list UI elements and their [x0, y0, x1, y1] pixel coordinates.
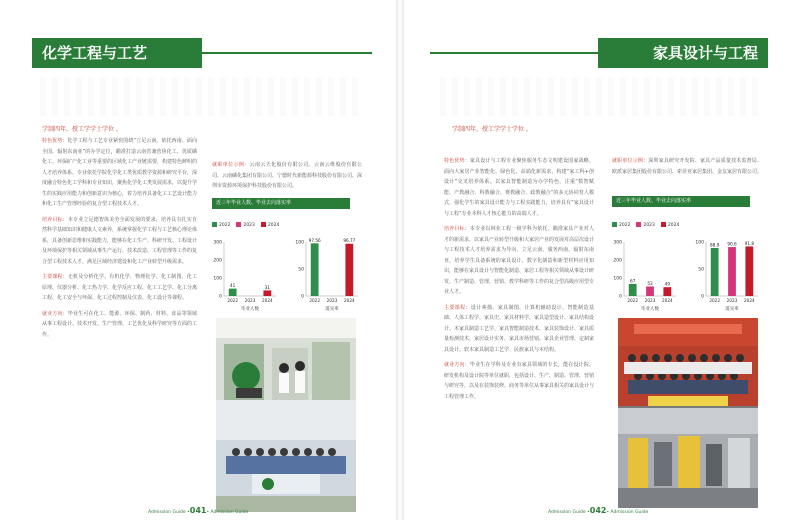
chart-title: 近三年毕业人数、毕业去向落实率	[612, 196, 750, 207]
goal-paragraph	[444, 224, 594, 298]
feature-text: 家具设计与工程专业聚焦服务生态文明建设国家战略，面向大家居产业智能化、绿色化、高端化新需求，构建“家工科+创设计”交叉培养体系。以家具智能制造为办学特色，注重“数智赋能、产教融合、科教融合、赛教融合、政教融合”的多元协同育人模式，强化学生的家具设计能力与工程实践能力，培养具有“家具设计与工程”专业本科人才核心能力的高端人才。	[444, 158, 594, 217]
goal-label: 培养目标：	[444, 226, 470, 232]
x-tick-label: 2024	[343, 298, 355, 303]
y-tick-label: 100	[295, 240, 304, 246]
bar	[663, 287, 671, 296]
jobs-text: 毕业生在学科及专业有家具领域的专长，能在设计院、研发机构及设计院等单位就职，包括设计、生产、制造、管理、营销与研究等，以及在装饰装修、商务等单位从事家具相关的家具设计与工程管理工作。	[444, 362, 595, 400]
courses-paragraph	[42, 272, 197, 304]
y-tick-label: 200	[613, 258, 622, 264]
page-number: 041	[189, 506, 207, 515]
goal-paragraph	[42, 215, 197, 268]
page-number: 042	[589, 506, 607, 515]
y-tick-label: 100	[213, 276, 222, 282]
x-tick-label: 2024	[261, 298, 273, 303]
jobs-paragraph	[444, 360, 594, 402]
page-footer: Admission Guide •041• Admission Guide	[148, 506, 249, 515]
data-label: 97.56	[308, 237, 321, 243]
page-title: 家具设计与工程	[598, 38, 768, 68]
data-label: 31	[264, 284, 271, 290]
y-tick-label: 0	[219, 294, 222, 300]
y-tick-label: 100	[695, 240, 704, 246]
jobs-text: 毕业生可在化工、能源、环保、制药、材料、食品等领域从事工程设计、技术开发、生产管理、工艺优化及科学研究等方面的工作。	[42, 310, 198, 338]
data-label: 53	[647, 280, 653, 286]
title-rule	[202, 52, 372, 54]
jobs-label: 就业方向：	[444, 362, 470, 368]
y-tick-label: 300	[613, 240, 622, 246]
x-axis-label: 落实率	[325, 307, 339, 312]
goal-text: 本专业以林业工程一级学科为依托，瞄准家具产业对人才的新需求，以家具产业转型升级和大家居产业的发展对高层次设计与工程技术人才培养需求为导向，立足云南，服务西南，辐射东南亚，培养学生具备系统的家具设计、数字化制造和新型材料应用知识，能够在家具设计与智能化制造、家居工程等相关领域从事设计研发、生产制造、管理、营销、教学科研等工作的复合型高级应用型专业人才。	[444, 226, 595, 295]
degree-subtitle: 学制四年，授工学学士学位 。	[452, 126, 532, 133]
x-tick-label: 2023	[244, 298, 256, 303]
data-label: 96.77	[343, 238, 356, 244]
jobs-label: 就业方向：	[42, 310, 68, 317]
feature-label: 特色优势：	[42, 138, 68, 144]
x-tick-label: 2022	[709, 298, 721, 303]
partners-block	[212, 160, 362, 197]
description-column	[42, 136, 197, 345]
bar	[629, 284, 637, 296]
feature-text: 化学工程与工艺专业紧密围绕“立足云南、依托西南、面向全国、辐射东南亚”的办学定位，瞄准打造云南省兼营焦化工、优质磷化工、环保矿产化工业等重要的区域化工产业链需要，构建特色鲜明的人才培养体系。专业依托学院化学化工类优质教学资源和研究平台，深度融合特色化工学科和专业知识，聚焦化学化工类发展需求，以提升学生的实践应用能力和创新意识为核心，着力培养具备化工工艺设计能力和化工生产管理经验的复合型工程技术人才。	[42, 138, 198, 207]
chart-legend	[612, 222, 679, 228]
data-label: 90.6	[727, 241, 737, 247]
decorative-pattern	[40, 78, 360, 116]
x-tick-label: 2022	[227, 298, 239, 303]
legend-2024: 2024	[261, 222, 279, 228]
bar	[311, 243, 319, 296]
x-tick-label: 2022	[309, 298, 321, 303]
y-tick-label: 0	[301, 294, 304, 300]
legend-2023: 2023	[236, 222, 254, 228]
legend-2022: 2022	[612, 222, 630, 228]
x-tick-label: 2023	[644, 298, 656, 303]
page-title: 化学工程与工艺	[32, 38, 202, 68]
y-tick-label: 100	[613, 276, 622, 282]
goal-text: 本专业立足德智体美劳全面发展的要求，培养具有扎实自然科学基础知识和健康人文素养，系统掌握化学工程与工艺核心理论体系，具备创新思维和实践能力，能够在化工生产、科研开发、工程设计及环境保护等相关领域从事生产运行、技术改造、工程管理等工作的复合型工程技术人才，满足区域经济建设和化工产业转型升级需求。	[42, 216, 198, 265]
goal-label: 培养目标：	[42, 216, 68, 223]
x-tick-label: 2023	[326, 298, 338, 303]
data-label: 67	[629, 278, 636, 284]
jobs-paragraph	[42, 309, 197, 341]
x-tick-label: 2024	[743, 298, 755, 303]
graduates-chart	[208, 234, 280, 312]
x-tick-label: 2022	[627, 298, 639, 303]
partners-label: 就职单位示例：	[612, 158, 649, 164]
group-photo	[618, 318, 758, 422]
courses-text: 设计素描、家具制图、计算机辅助设计、智能制造基础、人体工程学、家具史、家具材料学、家具造型设计、家具结构设计、木家具制造工艺学、家具智能制造技术、家具装饰设计、家具质量检测技术、家居设计实务、家具市场营销、家具企业管理、定制家具设计、软木家具制造工艺学、民族家具与木结构。	[444, 304, 595, 353]
legend-2024: 2024	[661, 222, 679, 228]
partners-block	[612, 156, 762, 182]
courses-paragraph	[444, 303, 594, 356]
group-photo	[216, 400, 356, 512]
y-tick-label: 0	[619, 294, 622, 300]
bar	[345, 244, 353, 296]
y-tick-label: 50	[298, 267, 304, 273]
title-rule	[430, 52, 598, 54]
courses-label: 主要课程：	[444, 304, 471, 311]
data-label: 88.9	[710, 242, 720, 248]
courses-label: 主要课程：	[42, 274, 68, 280]
description-column	[444, 156, 594, 407]
feature-paragraph	[42, 136, 197, 210]
page-footer: Admission Guide •042• Admission Guide	[548, 506, 649, 515]
graduates-chart	[608, 234, 680, 312]
legend-2023: 2023	[636, 222, 654, 228]
partners-text: 深圳家具研究开发院、家具产品质量技术监督局、欧派家居集团股份有限公司、索菲亚家居集团、金友家居有限公司。	[612, 158, 763, 175]
bar	[728, 247, 736, 296]
courses-text: 无机及分析化学、有机化学、物理化学、化工制图、化工原理、仪器分析、化工热力学、化学反应工程、化工工艺学、化工分离工程、化工安全与环保、化工过程控制及仪表、化工设计等课程。	[42, 274, 198, 301]
feature-label: 特色优势：	[444, 158, 470, 164]
y-tick-label: 0	[701, 294, 704, 300]
bar	[711, 248, 719, 296]
bar	[229, 289, 237, 296]
partners-text: 云南云天化股份有限公司、云南云维股份有限公司、云南磷化集团有限公司、宁德时代新能源科技股份有限公司、深圳市资源环境保护科技股份有限公司。	[212, 162, 363, 189]
feature-paragraph	[444, 156, 594, 219]
decorative-pattern	[440, 78, 760, 116]
bar	[745, 246, 753, 296]
employment-rate-chart	[290, 234, 362, 312]
partners-label: 就职单位示例：	[212, 162, 250, 168]
y-tick-label: 50	[698, 267, 704, 273]
employment-rate-chart	[690, 234, 762, 312]
data-label: 91.8	[744, 240, 754, 246]
x-tick-label: 2023	[726, 298, 738, 303]
chart-legend	[212, 222, 279, 228]
data-label: 49	[664, 281, 671, 287]
legend-2022: 2022	[212, 222, 230, 228]
chart-title: 近三年毕业人数、毕业去向落实率	[212, 198, 350, 209]
x-axis-label: 毕业人数	[641, 307, 659, 312]
x-axis-label: 落实率	[725, 307, 739, 312]
x-tick-label: 2024	[661, 298, 673, 303]
right-page	[400, 0, 800, 520]
bar	[646, 286, 654, 296]
degree-subtitle: 学制四年，授工学学士学位 。	[42, 126, 122, 133]
bar	[263, 290, 271, 296]
data-label: 41	[229, 283, 236, 289]
x-axis-label: 毕业人数	[241, 307, 259, 312]
y-tick-label: 300	[213, 240, 222, 246]
factory-photo	[618, 408, 758, 508]
y-tick-label: 200	[213, 258, 222, 264]
